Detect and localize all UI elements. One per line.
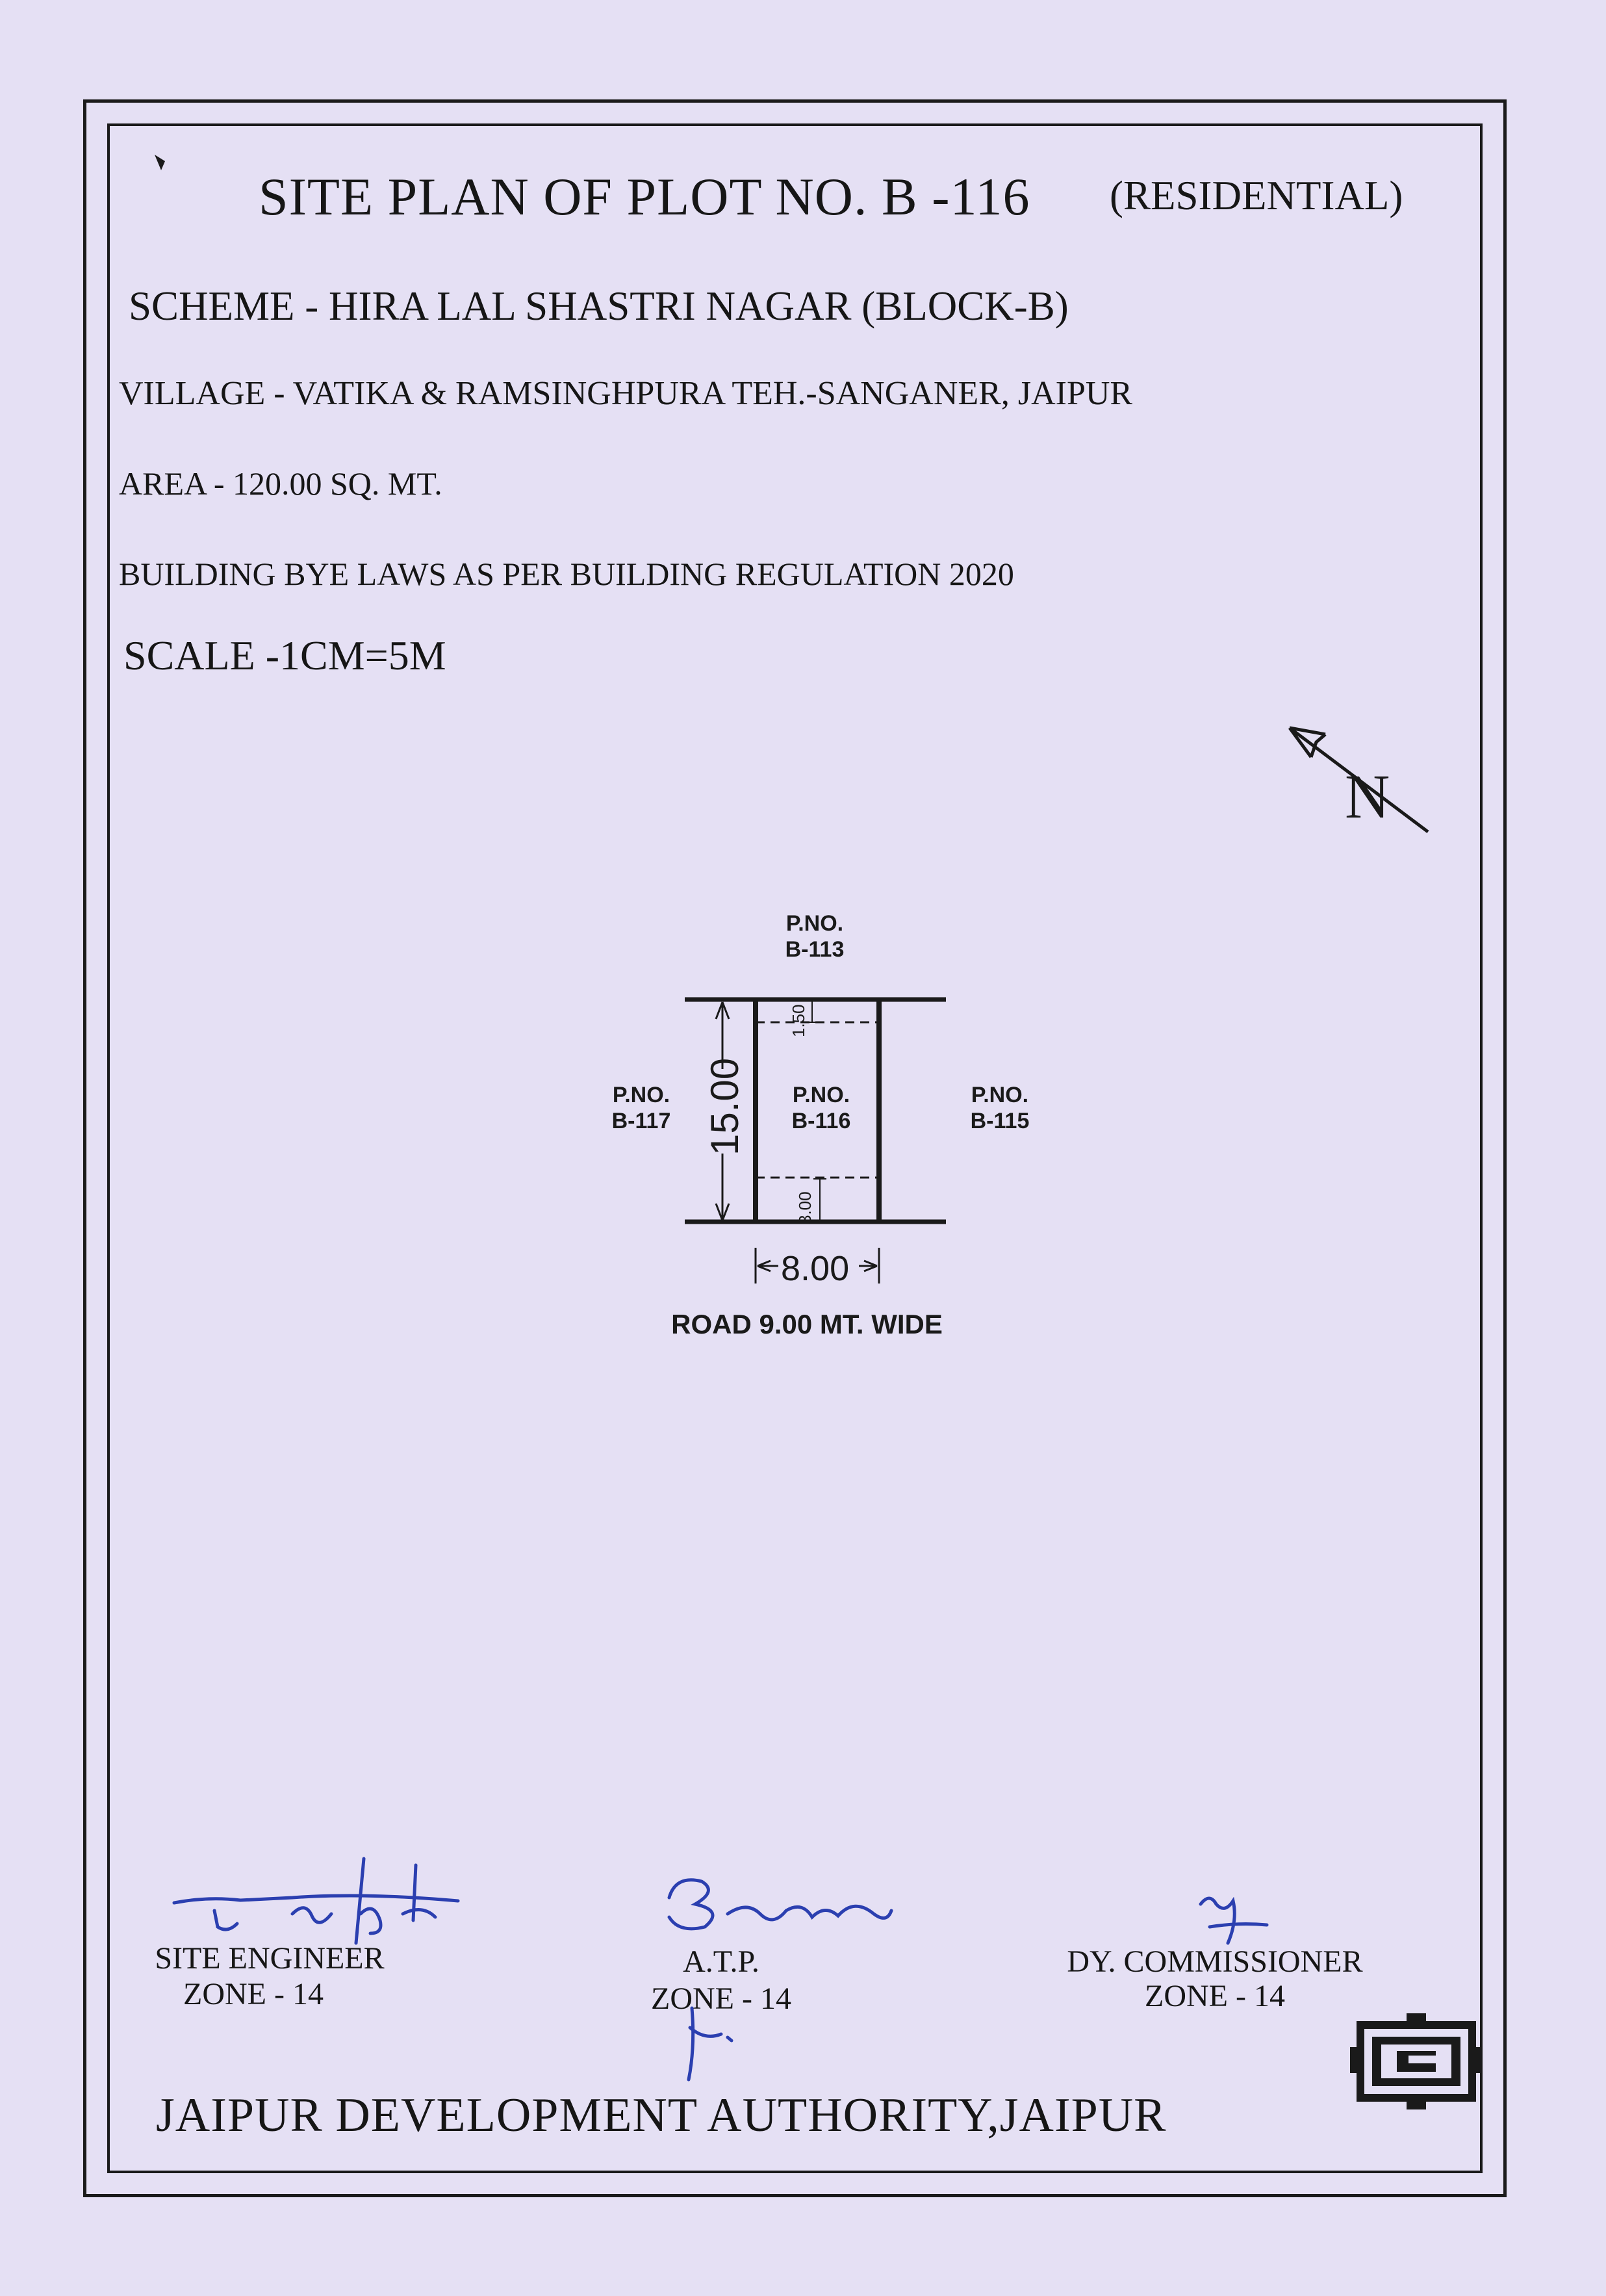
north-label: N: [1345, 762, 1390, 831]
village-line: VILLAGE - VATIKA & RAMSINGHPURA TEH.-SANGANER, JAIPUR: [119, 375, 1133, 412]
bye-laws-line: BUILDING BYE LAWS AS PER BUILDING REGULATION 2020: [119, 556, 1014, 592]
plot-top-label-line1: P.NO.: [785, 911, 844, 936]
corner-mark-icon: [155, 155, 165, 170]
area-line: AREA - 120.00 SQ. MT.: [119, 465, 442, 502]
length-dimension-label: 15.00: [703, 1057, 746, 1155]
dy-commissioner-zone: ZONE - 14: [1145, 1979, 1285, 2013]
rear-setback-label: 3.00: [795, 1191, 815, 1224]
page-title: SITE PLAN OF PLOT NO. B -116: [259, 167, 1030, 226]
title-suffix: (RESIDENTIAL): [1110, 173, 1403, 218]
plot-center-label-line2: B-116: [791, 1109, 851, 1133]
plot-center-label-line1: P.NO.: [792, 1083, 850, 1107]
jda-logo-icon: [1350, 2013, 1483, 2109]
site-engineer-signature: [174, 1859, 458, 1943]
front-setback-label: 1.50: [789, 1004, 808, 1037]
atp-zone: ZONE - 14: [651, 1981, 791, 2016]
plot-right-label-line1: P.NO.: [971, 1083, 1029, 1107]
plot-left-label-line1: P.NO.: [612, 1083, 670, 1107]
authority-footer: JAIPUR DEVELOPMENT AUTHORITY,JAIPUR: [156, 2089, 1167, 2142]
dy-commissioner-signature: [1201, 1898, 1267, 1943]
atp-title: A.T.P.: [683, 1944, 759, 1979]
dy-commissioner-title: DY. COMMISSIONER: [1067, 1944, 1363, 1979]
width-dimension-label: 8.00: [781, 1249, 850, 1288]
site-engineer-title: SITE ENGINEER: [155, 1941, 385, 1976]
road-label: ROAD 9.00 MT. WIDE: [671, 1309, 943, 1339]
plot-right-label-line2: B-115: [970, 1109, 1030, 1133]
scheme-line: SCHEME - HIRA LAL SHASTRI NAGAR (BLOCK-B): [129, 283, 1069, 329]
atp-signature: [669, 1880, 891, 2080]
scale-line: SCALE -1CM=5M: [123, 632, 446, 678]
site-engineer-zone: ZONE - 14: [183, 1977, 324, 2011]
plot-top-label-line2: B-113: [785, 937, 845, 962]
plot-left-label-line2: B-117: [611, 1109, 671, 1133]
